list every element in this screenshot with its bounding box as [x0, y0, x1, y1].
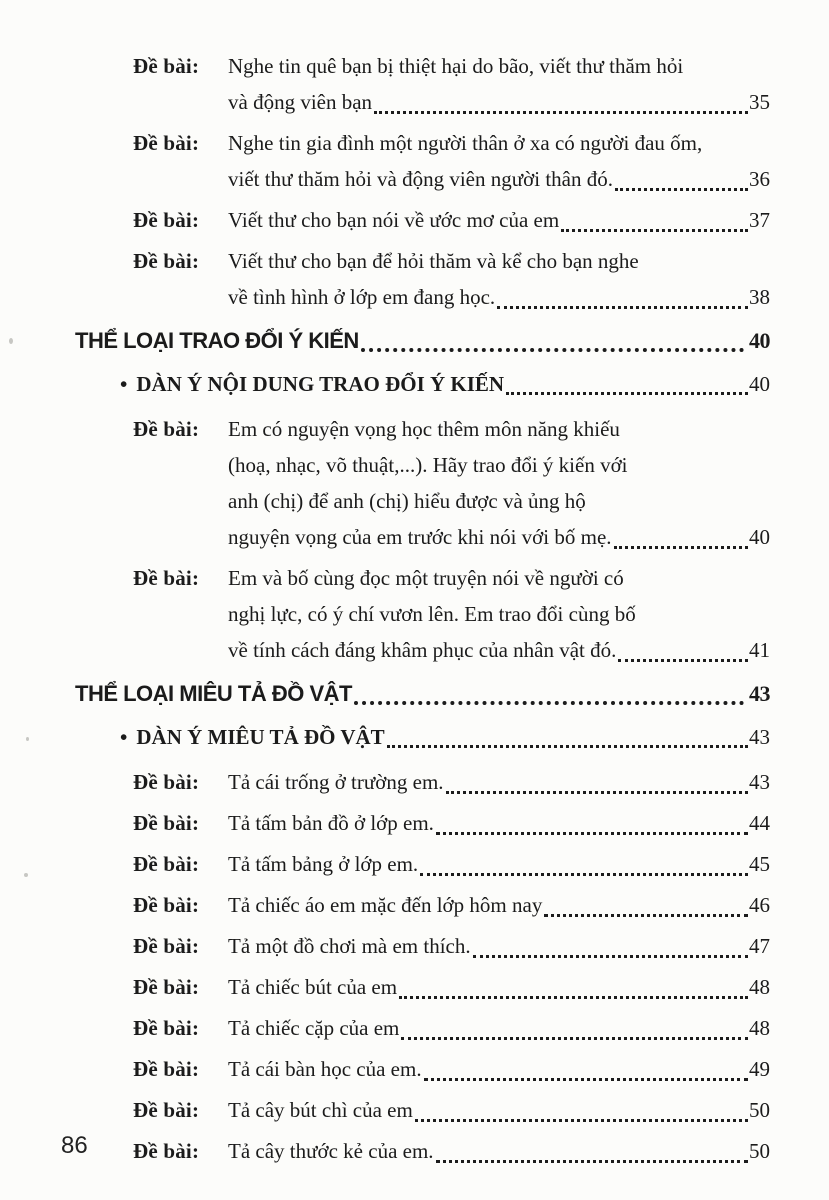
entry-text: Tả một đồ chơi mà em thích.: [228, 934, 471, 958]
dot-leader: [614, 545, 748, 549]
entry-line: [228, 560, 770, 596]
dot-leader: [401, 1036, 748, 1040]
entry-page-number: 46: [749, 893, 770, 917]
footer-page-number: 86: [61, 1132, 88, 1159]
entry-body: [228, 1010, 770, 1046]
entry-text: nguyện vọng của em trước khi nói với bố mẹ.: [228, 525, 612, 549]
entry-text: Viết thư cho bạn nói về ước mơ của em: [228, 208, 560, 232]
toc-list: [0, 48, 829, 1174]
entry-label: Đề bài:: [133, 934, 200, 958]
dot-leader: [473, 954, 748, 958]
entry-page-number: 50: [749, 1098, 770, 1122]
entry-page-number: 44: [749, 811, 770, 835]
entry-line: [228, 483, 770, 519]
entry-body: [228, 846, 770, 882]
entry-line: [228, 161, 770, 197]
entry-line: [228, 202, 770, 238]
entry-text: viết thư thăm hỏi và động viên người thân đó.: [228, 167, 613, 191]
entry-label: Đề bài:: [133, 893, 200, 917]
entry-label: Đề bài:: [133, 1139, 200, 1163]
entry-text: anh (chị) để anh (chị) hiểu được và ủng hộ: [228, 489, 586, 513]
entry-line: [228, 887, 770, 923]
entry-body: [228, 928, 770, 964]
entry-line: [228, 1092, 770, 1128]
entry-text: Tả cây bút chì của em: [228, 1098, 413, 1122]
entry-line: [228, 1010, 770, 1046]
entry-page-number: 50: [749, 1139, 770, 1163]
entry-body: [228, 411, 770, 555]
dot-leader: [561, 228, 748, 232]
entry-text: nghị lực, có ý chí vươn lên. Em trao đổi cùng bố: [228, 602, 636, 626]
entry-page-number: 47: [749, 934, 770, 958]
entry-text: Tả chiếc áo em mặc đến lớp hôm nay: [228, 893, 543, 917]
entry-body: [228, 48, 770, 120]
toc-entry: [0, 887, 829, 923]
entry-body: [228, 125, 770, 197]
entry-line: [228, 48, 770, 84]
dot-leader: [506, 391, 748, 395]
section-page-number: 43: [749, 681, 770, 706]
entry-text: Tả cái bàn học của em.: [228, 1057, 422, 1081]
entry-line: [228, 243, 770, 279]
entry-body: [228, 805, 770, 841]
entry-label: Đề bài:: [133, 249, 200, 273]
subsection-heading: [0, 720, 829, 754]
entry-page-number: 38: [749, 285, 770, 309]
entry-body: [228, 202, 770, 238]
dot-leader: [387, 744, 748, 748]
bullet-icon: •: [120, 725, 128, 749]
entry-line: [228, 411, 770, 447]
dot-leader: [399, 995, 748, 999]
entry-label: Đề bài:: [133, 770, 200, 794]
toc-entry: [0, 846, 829, 882]
dot-leader: [415, 1118, 748, 1122]
entry-label: Đề bài:: [133, 54, 200, 78]
subsection-page-number: 43: [749, 725, 770, 749]
entry-body: [228, 1092, 770, 1128]
entry-page-number: 43: [749, 770, 770, 794]
entry-text: Tả cái trống ở trường em.: [228, 770, 444, 794]
entry-label: Đề bài:: [133, 566, 200, 590]
dot-leader: [436, 831, 748, 835]
entry-page-number: 48: [749, 1016, 770, 1040]
dot-leader: [354, 700, 744, 705]
entry-line: [228, 846, 770, 882]
dot-leader: [544, 913, 748, 917]
dot-leader: [374, 110, 748, 114]
toc-entry: [0, 928, 829, 964]
entry-label: Đề bài:: [133, 208, 200, 232]
entry-text: Tả chiếc cặp của em: [228, 1016, 400, 1040]
entry-line: [228, 519, 770, 555]
entry-text: Em có nguyện vọng học thêm môn năng khiếu: [228, 417, 620, 441]
entry-body: [228, 969, 770, 1005]
toc-entry: [0, 764, 829, 800]
section-page-number: 40: [749, 328, 770, 353]
entry-page-number: 37: [749, 208, 770, 232]
entry-text: Nghe tin quê bạn bị thiệt hại do bão, viết thư thăm hỏi: [228, 54, 684, 78]
dot-leader: [618, 658, 748, 662]
entry-body: [228, 764, 770, 800]
bullet-icon: •: [120, 372, 128, 396]
entry-body: [228, 887, 770, 923]
entry-line: [228, 125, 770, 161]
entry-label: Đề bài:: [133, 1098, 200, 1122]
entry-text: về tình hình ở lớp em đang học.: [228, 285, 496, 309]
entry-text: Viết thư cho bạn để hỏi thăm và kể cho bạn nghe: [228, 249, 639, 273]
entry-line: [228, 928, 770, 964]
dot-leader: [361, 347, 744, 352]
section-title: THỂ LOẠI TRAO ĐỔI Ý KIẾN: [75, 328, 359, 353]
toc-entry: [0, 805, 829, 841]
toc-entry: [0, 1010, 829, 1046]
entry-body: [228, 243, 770, 315]
entry-text: Nghe tin gia đình một người thân ở xa có người đau ốm,: [228, 131, 703, 155]
entry-text: về tính cách đáng khâm phục của nhân vật đó.: [228, 638, 617, 662]
entry-line: [228, 279, 770, 315]
entry-line: [228, 596, 770, 632]
dot-leader: [497, 305, 748, 309]
entry-line: [228, 84, 770, 120]
dot-leader: [420, 872, 748, 876]
subsection-title: DÀN Ý NỘI DUNG TRAO ĐỔI Ý KIẾN: [136, 372, 505, 396]
subsection-title: DÀN Ý MIÊU TẢ ĐỒ VẬT: [136, 725, 385, 749]
subsection-heading: [0, 367, 829, 401]
entry-page-number: 35: [749, 90, 770, 114]
entry-label: Đề bài:: [133, 417, 200, 441]
section-heading: [0, 325, 829, 357]
toc-entry: [0, 560, 829, 668]
section-heading: [0, 678, 829, 710]
dot-leader: [615, 187, 748, 191]
entry-body: [228, 1133, 770, 1169]
entry-line: [228, 632, 770, 668]
entry-label: Đề bài:: [133, 1016, 200, 1040]
entry-label: Đề bài:: [133, 131, 200, 155]
entry-text: Tả tấm bản đồ ở lớp em.: [228, 811, 434, 835]
entry-line: [228, 1051, 770, 1087]
toc-entry: [0, 1092, 829, 1128]
toc-entry: [0, 1051, 829, 1087]
entry-line: [228, 447, 770, 483]
entry-page-number: 48: [749, 975, 770, 999]
entry-text: Tả tấm bảng ở lớp em.: [228, 852, 419, 876]
entry-body: [228, 1051, 770, 1087]
entry-page-number: 36: [749, 167, 770, 191]
toc-entry: [0, 411, 829, 555]
toc-entry: [0, 243, 829, 315]
toc-entry: [0, 125, 829, 197]
entry-line: [228, 969, 770, 1005]
toc-entry: [0, 1133, 829, 1169]
entry-text: (hoạ, nhạc, võ thuật,...). Hãy trao đổi ý kiến với: [228, 453, 628, 477]
dot-leader: [446, 790, 748, 794]
entry-text: Tả chiếc bút của em: [228, 975, 398, 999]
entry-text: và động viên bạn: [228, 90, 373, 114]
entry-body: [228, 560, 770, 668]
toc-entry: [0, 969, 829, 1005]
toc-entry: [0, 202, 829, 238]
entry-label: Đề bài:: [133, 811, 200, 835]
section-title: THỂ LOẠI MIÊU TẢ ĐỒ VẬT: [75, 681, 352, 706]
entry-line: [228, 1133, 770, 1169]
entry-label: Đề bài:: [133, 1057, 200, 1081]
entry-page-number: 41: [749, 638, 770, 662]
entry-label: Đề bài:: [133, 975, 200, 999]
entry-text: Em và bố cùng đọc một truyện nói về người có: [228, 566, 624, 590]
entry-label: Đề bài:: [133, 852, 200, 876]
entry-page-number: 45: [749, 852, 770, 876]
entry-line: [228, 805, 770, 841]
toc-entry: [0, 48, 829, 120]
subsection-page-number: 40: [749, 372, 770, 396]
dot-leader: [424, 1077, 748, 1081]
entry-line: [228, 764, 770, 800]
entry-page-number: 40: [749, 525, 770, 549]
entry-page-number: 49: [749, 1057, 770, 1081]
entry-text: Tả cây thước kẻ của em.: [228, 1139, 434, 1163]
dot-leader: [436, 1159, 748, 1163]
